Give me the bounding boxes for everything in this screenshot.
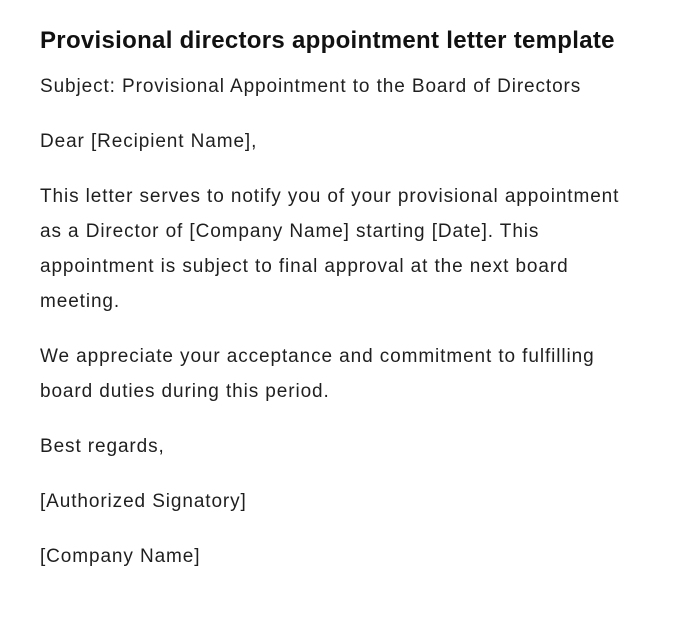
salutation: Dear [Recipient Name], <box>40 131 258 152</box>
subject-line: Subject: Provisional Appointment to the Board of Directors <box>40 76 582 97</box>
signature-line-authorized-signatory: [Authorized Signatory] <box>40 491 247 512</box>
signature-line-company-name: [Company Name] <box>40 546 201 567</box>
document-content <box>40 26 640 574</box>
closing-line: Best regards, <box>40 436 165 457</box>
page-title: Provisional directors appointment letter template <box>40 27 615 54</box>
body-paragraph-appreciation: We appreciate your acceptance and commitment to fulfilling board duties during this period. <box>40 346 595 402</box>
body-paragraph-appointment: This letter serves to notify you of your provisional appointment as a Director of [Company Name] starting [Date]. This appointment is subject to final approval at the next board meeting. <box>40 186 620 312</box>
